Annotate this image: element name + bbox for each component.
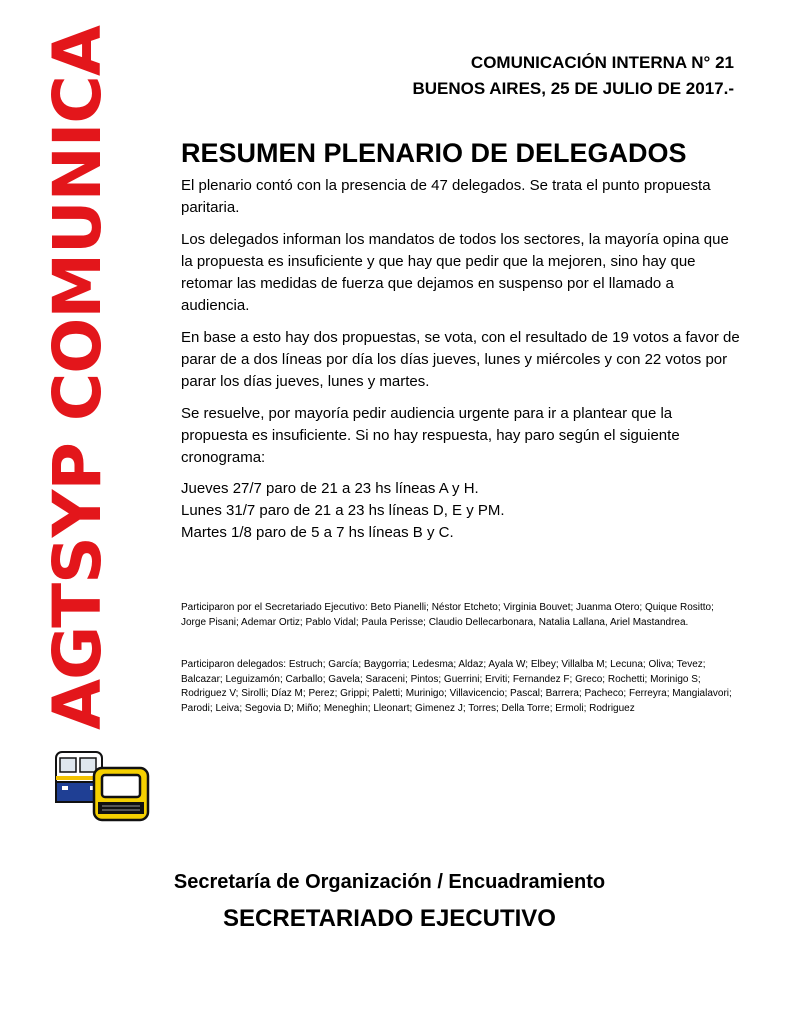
schedule-item: Lunes 31/7 paro de 21 a 23 hs líneas D, E y PM. [181,502,505,519]
participants-delegados: Participaron delegados: Estruch; García; Baygorria; Ledesma; Aldaz; Ayala W; Elbey; Villalba M; Lecuna; Oliva; Tevez; Balcazar; Leguizamón; Carballo; Gavela; Saraceni; Pintos; Guerrini; Erviti; Fernandez F; Greco; Rochetti; Morinigo S; Rodriguez V; Sirolli; Díaz M; Perez; Grippi; Paletti; Murinigo; Villavicencio; Pascal; Barrera; Pacheco; Ferreyra; Mangialavori; Parodi; Leiva; Segovia D; Miño; Meneghin; Lleonart; Gimenez J; Torres; Della Torre; Ermoli; Rodriguez [181,659,732,714]
strike-schedule [181,478,505,544]
paragraph-mandates: Los delegados informan los mandatos de todos los sectores, la mayoría opina que la propuesta es insuficiente y que hay que pedir que la mejoren, sino hay que retomar las medidas de fuerza que dejamos en suspenso por el llamado a audiencia. [181,231,729,314]
paragraph-resolution: Se resuelve, por mayoría pedir audiencia urgente para ir a plantear que la propuesta es insuficiente. Si no hay respuesta, hay paro según el siguiente cronograma: [181,405,680,466]
schedule-item: Jueves 27/7 paro de 21 a 23 hs líneas A y H. [181,480,479,497]
footer-signature: SECRETARIADO EJECUTIVO [223,905,556,932]
body-text [181,175,741,479]
communication-number: COMUNICACIÓN INTERNA N° 21 [470,53,734,72]
participants-secretariado: Participaron por el Secretariado Ejecutivo: Beto Pianelli; Néstor Etcheto; Virginia Bouvet; Juanma Otero; Quique Rositto; Jorge Pisani; Ademar Ortiz; Pablo Vidal; Paula Perisse; Claudio Dellecarbonara, Natalia Lallana, Ariel Mastandrea. [181,602,714,628]
subway-trains-icon [54,748,150,822]
footer-department: Secretaría de Organización / Encuadramiento [173,871,606,893]
document-header [412,50,734,102]
paragraph-vote: En base a esto hay dos propuestas, se vota, con el resultado de 19 votos a favor de parar de a dos líneas por día los días jueves, lunes y miércoles y con 22 votos por parar los días jueves, lunes y martes. [181,329,740,390]
date-line: BUENOS AIRES, 25 DE JULIO DE 2017.- [412,79,734,98]
schedule-item: Martes 1/8 paro de 5 a 7 hs líneas B y C. [181,524,454,541]
wordmark-text: AGTSYP COMUNICA [39,26,116,730]
page-title: RESUMEN PLENARIO DE DELEGADOS [181,138,687,168]
paragraph-attendance: El plenario contó con la presencia de 47 delegados. Se trata el punto propuesta paritaria. [181,177,711,216]
